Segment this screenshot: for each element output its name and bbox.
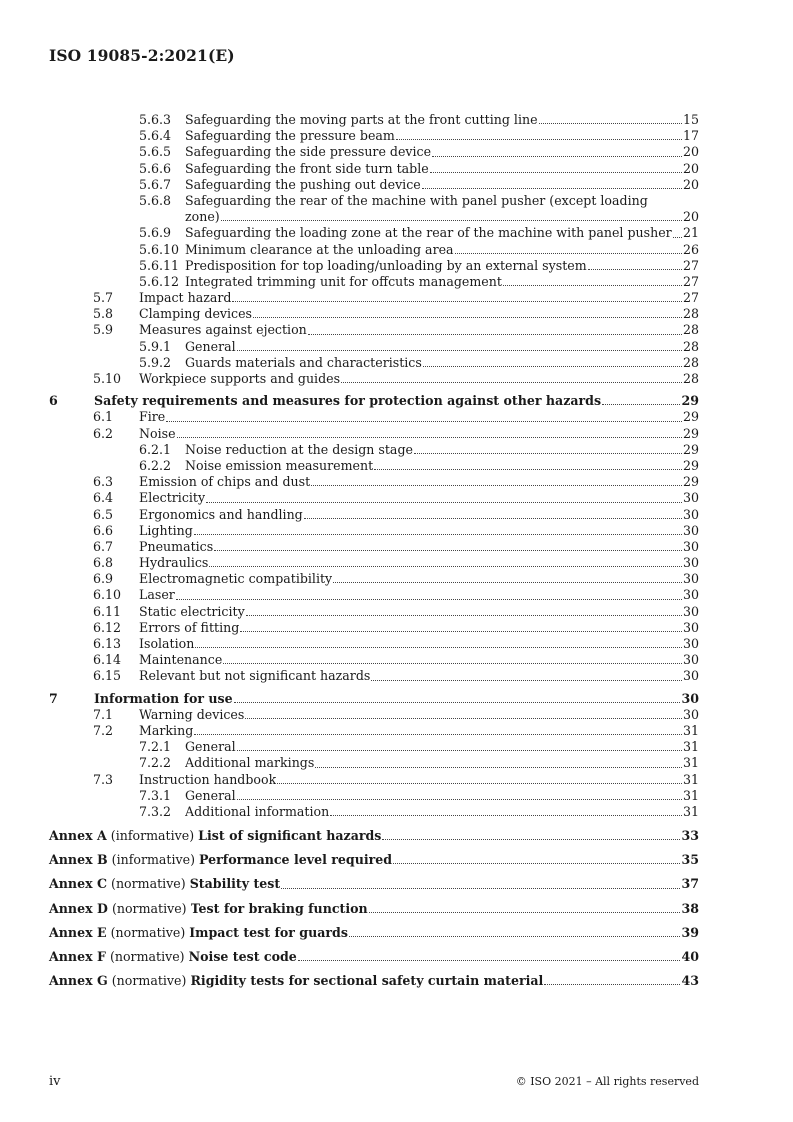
toc-entry-title: Safeguarding the pushing out device: [185, 176, 421, 192]
toc-entry-title: Impact hazard: [139, 290, 232, 306]
toc-entry-title: Safeguarding the pressure beam: [185, 128, 395, 144]
toc-annex-entry[interactable]: [49, 973, 699, 989]
dot-leader: [333, 582, 682, 583]
toc-entry[interactable]: [49, 804, 699, 820]
toc-entry[interactable]: [49, 242, 699, 258]
dot-leader: [177, 437, 682, 438]
dot-leader: [602, 404, 680, 405]
toc-entry-title: Information for use: [94, 690, 233, 706]
toc-entry[interactable]: [49, 555, 699, 571]
annex-page: 33: [681, 828, 699, 844]
toc-entry-title-continued: zone): [185, 209, 220, 225]
toc-entry-title: Marking: [139, 722, 194, 738]
toc-entry[interactable]: [49, 707, 699, 723]
annex-label: Annex C: [49, 876, 108, 892]
toc-entry-page: 29: [682, 441, 699, 457]
toc-entry[interactable]: [49, 371, 699, 387]
dot-leader: [246, 615, 682, 616]
toc-entry-number: 5.10: [93, 371, 122, 387]
dot-leader: [195, 647, 682, 648]
toc-entry[interactable]: [49, 393, 699, 409]
toc-entry-title: Isolation: [139, 636, 195, 652]
toc-entry-page: 31: [682, 739, 699, 755]
annex-page: 40: [681, 949, 699, 965]
toc-entry-number: 6.10: [93, 587, 122, 603]
toc-entry[interactable]: [49, 258, 699, 274]
toc-entry[interactable]: [49, 723, 699, 739]
toc-entry-number: 5.6.10: [139, 241, 180, 257]
dot-leader: [382, 839, 680, 840]
toc-entry-page: 30: [682, 636, 699, 652]
toc-entry-page: 30: [682, 538, 699, 554]
toc-entry-title: Safety requirements and measures for protection against other hazards: [94, 393, 602, 409]
dot-leader: [430, 172, 682, 173]
annex-label: Annex B: [49, 852, 108, 868]
toc-entry[interactable]: [49, 426, 699, 442]
toc-entry-page: 28: [682, 322, 699, 338]
toc-entry-title: Maintenance: [139, 652, 223, 668]
annex-title: Stability test: [189, 876, 281, 892]
dot-leader: [371, 680, 682, 681]
dot-leader: [194, 534, 682, 535]
table-of-contents: [49, 112, 699, 989]
annex-page: 43: [681, 973, 699, 989]
dot-leader: [422, 188, 682, 189]
dot-leader: [237, 799, 682, 800]
toc-entry-title: Noise emission measurement: [185, 457, 374, 473]
toc-entry-page: 30: [682, 490, 699, 506]
toc-entry[interactable]: [49, 755, 699, 771]
annex-page: 35: [681, 852, 699, 868]
toc-entry-title: Static electricity: [139, 603, 245, 619]
annex-type: (informative): [110, 828, 195, 844]
toc-annex-entry[interactable]: [49, 852, 699, 868]
dot-leader: [503, 285, 682, 286]
toc-entry-page: 28: [682, 354, 699, 370]
dot-leader: [311, 485, 682, 486]
toc-entry-page: 30: [682, 571, 699, 587]
toc-entry[interactable]: [49, 571, 699, 587]
toc-entry-page: 29: [682, 474, 699, 490]
toc-entry-number: 5.6.9: [139, 225, 172, 241]
toc-entry-number: 6: [49, 393, 58, 409]
toc-entry-title: Safeguarding the moving parts at the front cutting line: [185, 111, 538, 127]
toc-entry-page: 27: [682, 273, 699, 289]
toc-entry-page: 20: [682, 176, 699, 192]
toc-entry-number: 7.2.2: [139, 755, 172, 771]
annex-title: Test for braking function: [190, 900, 368, 916]
toc-entry[interactable]: [49, 193, 699, 225]
toc-entry-number: 6.1: [93, 409, 114, 425]
toc-entry-title: Safeguarding the loading zone at the rear of the machine with panel pusher: [185, 225, 672, 241]
dot-leader: [341, 382, 682, 383]
toc-entry-page: 30: [682, 587, 699, 603]
toc-entry-page: 29: [682, 457, 699, 473]
toc-entry-title: Predisposition for top loading/unloading by an external system: [185, 257, 587, 273]
toc-entry-number: 6.2: [93, 425, 114, 441]
toc-entry-line: [139, 193, 699, 209]
toc-entry-title: Workpiece supports and guides: [139, 371, 341, 387]
dot-leader: [432, 156, 682, 157]
toc-entry[interactable]: [49, 161, 699, 177]
toc-entry-page: 21: [682, 225, 699, 241]
toc-entry-title: Electromagnetic compatibility: [139, 571, 333, 587]
toc-entry[interactable]: [49, 788, 699, 804]
toc-entry[interactable]: [49, 128, 699, 144]
annex-label: Annex A: [49, 828, 107, 844]
toc-entry-number: 6.9: [93, 571, 114, 587]
toc-entry-number: 5.6.8: [139, 192, 172, 208]
toc-entry-number: 6.4: [93, 490, 114, 506]
toc-entry[interactable]: [49, 668, 699, 684]
toc-entry-page: 31: [682, 722, 699, 738]
toc-entry-number: 5.6.6: [139, 160, 172, 176]
toc-entry-number: 6.13: [93, 636, 122, 652]
dot-leader: [214, 550, 682, 551]
toc-entry[interactable]: [49, 474, 699, 490]
toc-entry-page: 28: [682, 338, 699, 354]
toc-entry[interactable]: [49, 355, 699, 371]
dot-leader: [253, 317, 682, 318]
dot-leader: [315, 767, 682, 768]
toc-entry-number: 6.12: [93, 619, 122, 635]
dot-leader: [374, 469, 682, 470]
dot-leader: [673, 237, 682, 238]
toc-entry[interactable]: [49, 112, 699, 128]
toc-entry[interactable]: [49, 144, 699, 160]
annex-label: Annex D: [49, 900, 108, 916]
toc-entry[interactable]: [49, 652, 699, 668]
toc-entry[interactable]: [49, 691, 699, 707]
toc-entry-number: 6.2.1: [139, 441, 172, 457]
toc-annex-entry[interactable]: [49, 828, 699, 844]
dot-leader: [298, 960, 681, 961]
dot-leader: [281, 888, 680, 889]
toc-entry-number: 7.3: [93, 771, 114, 787]
toc-entry-title: Fire: [139, 409, 166, 425]
dot-leader: [237, 350, 682, 351]
annex-title: Impact test for guards: [189, 924, 348, 940]
toc-entry-page: 30: [682, 555, 699, 571]
toc-entry[interactable]: [49, 539, 699, 555]
toc-entry-number: 6.3: [93, 474, 114, 490]
toc-entry-number: 5.8: [93, 306, 114, 322]
dot-leader: [234, 702, 681, 703]
toc-entry-page: 30: [682, 603, 699, 619]
dot-leader: [206, 502, 682, 503]
toc-entry-title: Laser: [139, 587, 175, 603]
toc-entry-number: 5.6.4: [139, 128, 172, 144]
toc-entry-number: 5.6.12: [139, 273, 180, 289]
toc-entry-number: 5.7: [93, 290, 114, 306]
dot-leader: [588, 269, 682, 270]
toc-entry[interactable]: [49, 339, 699, 355]
toc-entry[interactable]: [49, 604, 699, 620]
toc-entry-title: Hydraulics: [139, 555, 209, 571]
annex-title: List of significant hazards: [198, 828, 382, 844]
dot-leader: [194, 734, 682, 735]
toc-annex-entry[interactable]: [49, 925, 699, 941]
toc-entry[interactable]: [49, 409, 699, 425]
toc-entry-page: 29: [682, 409, 699, 425]
toc-entry-title: General: [185, 787, 236, 803]
toc-entry[interactable]: [49, 636, 699, 652]
toc-entry-page: 27: [682, 290, 699, 306]
toc-entry-title: Noise reduction at the design stage: [185, 441, 413, 457]
toc-entry-number: 6.8: [93, 555, 114, 571]
dot-leader: [544, 984, 680, 985]
toc-annex-entry[interactable]: [49, 949, 699, 965]
toc-entry[interactable]: [49, 322, 699, 338]
toc-entry-number: 6.11: [93, 603, 122, 619]
toc-entry-page: 31: [682, 787, 699, 803]
dot-leader: [245, 718, 682, 719]
toc-entry-title: Errors of fitting: [139, 619, 240, 635]
annex-title: Noise test code: [188, 949, 297, 965]
toc-entry-title: Emission of chips and dust: [139, 474, 311, 490]
toc-entry-page: 30: [682, 619, 699, 635]
dot-leader: [209, 566, 682, 567]
annex-title: Rigidity tests for sectional safety curtain material: [190, 973, 544, 989]
toc-entry-page: 27: [682, 257, 699, 273]
toc-entry-number: 5.6.3: [139, 111, 172, 127]
toc-entry-page: 31: [682, 771, 699, 787]
toc-entry-title: Relevant but not significant hazards: [139, 668, 371, 684]
toc-entry[interactable]: [49, 177, 699, 193]
toc-entry-title: Electricity: [139, 490, 206, 506]
toc-entry-page: 20: [682, 160, 699, 176]
toc-entry-number: 5.6.11: [139, 257, 180, 273]
annex-title: Performance level required: [199, 852, 393, 868]
toc-entry-title: Measures against ejection: [139, 322, 307, 338]
toc-entry-line: [139, 209, 699, 225]
toc-entry-title: Ergonomics and handling: [139, 506, 303, 522]
toc-entry[interactable]: [49, 306, 699, 322]
toc-entry-page: 15: [682, 111, 699, 127]
toc-annex-entry[interactable]: [49, 876, 699, 892]
toc-entry-page: 29: [681, 393, 699, 409]
toc-entry-page: 30: [682, 522, 699, 538]
toc-entry-title: Safeguarding the rear of the machine with panel pusher (except loading: [185, 192, 648, 208]
toc-entry-page: 31: [682, 803, 699, 819]
dot-leader: [166, 421, 682, 422]
toc-entry-title: Safeguarding the side pressure device: [185, 144, 432, 160]
toc-entry[interactable]: [49, 739, 699, 755]
toc-entry-page: 20: [682, 209, 699, 225]
toc-entry-title: Additional information: [185, 803, 330, 819]
dot-leader: [232, 301, 682, 302]
toc-entry-title: Guards materials and characteristics: [185, 354, 422, 370]
toc-entry-number: 6.2.2: [139, 457, 172, 473]
dot-leader: [369, 912, 681, 913]
toc-entry-number: 5.6.7: [139, 176, 172, 192]
toc-entry[interactable]: [49, 274, 699, 290]
toc-entry-number: 7.1: [93, 706, 114, 722]
toc-entry-page: 30: [682, 652, 699, 668]
annex-label: Annex G: [49, 973, 108, 989]
annex-type: (normative): [111, 900, 187, 916]
toc-entry-number: 7.3.2: [139, 803, 172, 819]
toc-entry-title: Pneumatics: [139, 538, 214, 554]
toc-entry-title: Clamping devices: [139, 306, 253, 322]
toc-entry-number: 5.9.2: [139, 354, 172, 370]
dot-leader: [330, 815, 682, 816]
dot-leader: [240, 631, 682, 632]
toc-entry-number: 6.5: [93, 506, 114, 522]
toc-entry-title: General: [185, 338, 236, 354]
annex-type: (normative): [111, 876, 186, 892]
toc-entry[interactable]: [49, 587, 699, 603]
toc-entry-page: 29: [682, 425, 699, 441]
annex-label: Annex F: [49, 949, 106, 965]
toc-entry-page: 20: [682, 144, 699, 160]
toc-entry-title: Minimum clearance at the unloading area: [185, 241, 454, 257]
toc-entry-number: 7.2: [93, 722, 114, 738]
toc-entry-page: 28: [682, 306, 699, 322]
toc-entry-title: Warning devices: [139, 706, 245, 722]
annex-page: 39: [681, 924, 699, 940]
annex-type: (normative): [111, 973, 187, 989]
annex-page: 37: [681, 876, 699, 892]
toc-annex-entry[interactable]: [49, 901, 699, 917]
toc-entry-number: 5.9: [93, 322, 114, 338]
dot-leader: [396, 139, 682, 140]
dot-leader: [277, 783, 682, 784]
dot-leader: [237, 750, 682, 751]
toc-entry-title: Additional markings: [185, 755, 315, 771]
dot-leader: [223, 663, 682, 664]
document-id-header: ISO 19085-2:2021(E): [49, 46, 235, 65]
toc-entry-title: General: [185, 739, 236, 755]
dot-leader: [414, 453, 682, 454]
toc-entry-number: 6.14: [93, 652, 122, 668]
toc-entry-title: Lighting: [139, 522, 193, 538]
dot-leader: [393, 863, 680, 864]
annex-page: 38: [681, 900, 699, 916]
toc-entry[interactable]: [49, 507, 699, 523]
toc-entry-page: 17: [682, 128, 699, 144]
dot-leader: [304, 518, 682, 519]
toc-entry-number: 6.7: [93, 538, 114, 554]
dot-leader: [176, 599, 682, 600]
toc-entry-page: 28: [682, 371, 699, 387]
toc-entry-title: Integrated trimming unit for offcuts management: [185, 273, 502, 289]
dot-leader: [221, 220, 682, 221]
toc-entry[interactable]: [49, 523, 699, 539]
dot-leader: [455, 253, 682, 254]
annex-type: (informative): [111, 852, 195, 868]
dot-leader: [423, 366, 682, 367]
toc-entry-page: 30: [681, 690, 699, 706]
annex-label: Annex E: [49, 924, 107, 940]
dot-leader: [308, 334, 682, 335]
dot-leader: [349, 936, 681, 937]
toc-entry-title: Instruction handbook: [139, 771, 277, 787]
toc-entry-number: 7: [49, 690, 58, 706]
toc-entry-page: 30: [682, 506, 699, 522]
copyright-notice: © ISO 2021 – All rights reserved: [515, 1075, 699, 1088]
toc-entry-page: 30: [682, 668, 699, 684]
toc-entry-number: 7.2.1: [139, 739, 172, 755]
toc-entry-page: 26: [682, 241, 699, 257]
toc-entry[interactable]: [49, 458, 699, 474]
page-number: iv: [49, 1074, 61, 1089]
toc-entry-title: Safeguarding the front side turn table: [185, 160, 429, 176]
toc-entry[interactable]: [49, 442, 699, 458]
toc-entry-number: 6.6: [93, 522, 114, 538]
toc-entry[interactable]: [49, 225, 699, 241]
toc-entry-page: 31: [682, 755, 699, 771]
toc-entry-title: Noise: [139, 425, 176, 441]
toc-entry[interactable]: [49, 620, 699, 636]
annex-type: (normative): [109, 949, 185, 965]
toc-entry[interactable]: [49, 290, 699, 306]
toc-entry-page: 30: [682, 706, 699, 722]
toc-entry-number: 5.9.1: [139, 338, 172, 354]
dot-leader: [539, 123, 682, 124]
toc-entry[interactable]: [49, 772, 699, 788]
toc-entry-number: 5.6.5: [139, 144, 172, 160]
annex-type: (normative): [110, 924, 186, 940]
toc-entry[interactable]: [49, 490, 699, 506]
toc-entry-number: 7.3.1: [139, 787, 172, 803]
toc-entry-number: 6.15: [93, 668, 122, 684]
